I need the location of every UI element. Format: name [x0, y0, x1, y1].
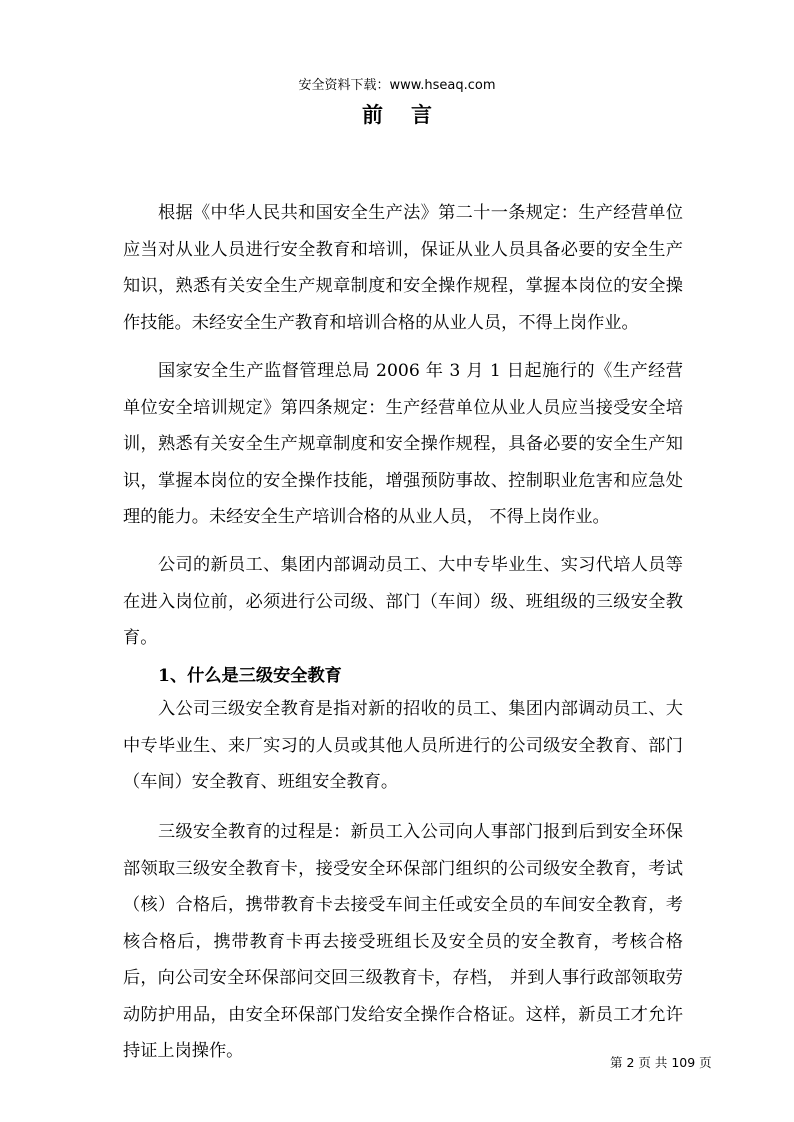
download-header: 安全资料下载：www.hseaq.com: [298, 78, 496, 93]
paragraph-training-regulation: 国家安全生产监督管理总局 2006 年 3 月 1 日起施行的《生产经营单位安全培训规定》第四条规定：生产经营单位从业人员应当接受安全培训，熟悉有关安全生产规章制度和安全操作规程，具备必要的安全生产知识，掌握本岗位的安全操作技能，增强预防事故、控制职业危害和应急处理的能力。未经安全生产培训合格的从业人员， 不得上岗作业。: [123, 361, 683, 527]
paragraph-safety-law: 根据《中华人民共和国安全生产法》第二十一条规定：生产经营单位应当对从业人员进行安全教育和培训，保证从业人员具备必要的安全生产知识，熟悉有关安全生产规章制度和安全操作规程，掌握本岗位的安全操作技能。未经安全生产教育和培训合格的从业人员，不得上岗作业。: [123, 203, 683, 333]
paragraph-three-level-requirement: 公司的新员工、集团内部调动员工、大中专毕业生、实习代培人员等在进入岗位前，必须进行公司级、部门（车间）级、班组级的三级安全教育。: [123, 555, 683, 648]
paragraph-process: 三级安全教育的过程是：新员工入公司向人事部门报到后到安全环保部领取三级安全教育卡，接受安全环保部门组织的公司级安全教育，考试（核）合格后，携带教育卡去接受车间主任或安全员的车间安全教育，考核合格后，携带教育卡再去接受班组长及安全员的安全教育，考核合格后，向公司安全环保部问交回三级教育卡，存档， 并到人事行政部领取劳动防护用品，由安全环保部门发给安全操作合格证。这样，新员工才允许持证上岗操作。: [123, 822, 683, 1061]
page-number-footer: 第 2 页 共 109 页: [610, 1055, 712, 1070]
paragraph-definition: 入公司三级安全教育是指对新的招收的员工、集团内部调动员工、大中专毕业生、来厂实习的人员或其他人员所进行的公司级安全教育、部门（车间）安全教育、班组安全教育。: [123, 699, 683, 792]
section-heading-what-is: 1、什么是三级安全教育: [158, 666, 342, 686]
page-title: 前言: [362, 102, 460, 127]
